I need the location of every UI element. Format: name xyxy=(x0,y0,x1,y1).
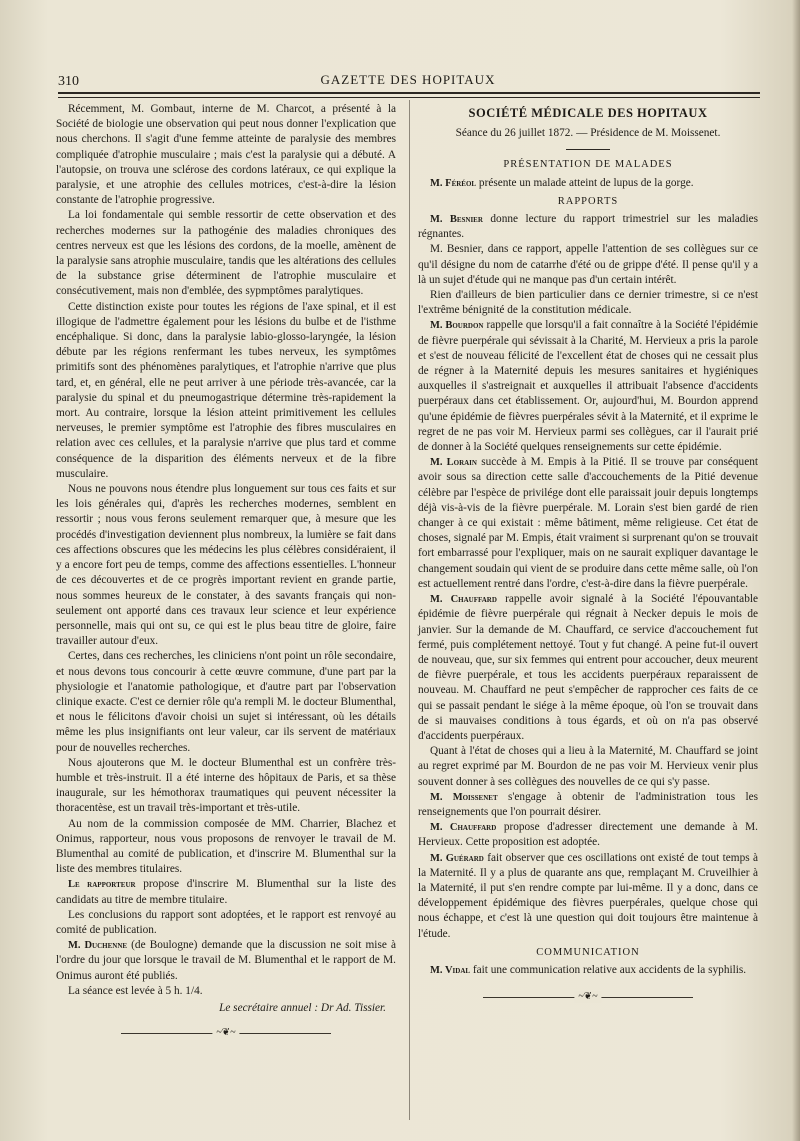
secretary-signature: Le secrétaire annuel : Dr Ad. Tissier. xyxy=(219,1001,386,1014)
page-edge-shadow xyxy=(792,0,800,1141)
moissenet-paragraph xyxy=(418,790,758,820)
speaker-name: Le rapporteur xyxy=(68,879,136,891)
paragraph-text: rappelle que lorsqu'il a fait connaître à la Société l'épidémie de fièvre puerpérale qui sévissait à la Charité, M. Hervieux a pris la parole et s'est de nouveau félicité de l'excellent état de choses qui ne cessait plus de régner à la Maternité depuis les mesures sanitaires et hygiéniques auxquelles il s'astreignait et auxquelles il attribuait l'absence d'accidents puerpéraux dans cet établissement. Or, aujourd'hui, M. Bourdon apprend qu'une épidémie de fièvres puerpérales sévit à la Maternité, et il exprime le regret de ne pas voir M. Hervieux parmi ses collègues, car il l'aurait prié de donner à la Société quelques renseignements sur cette épidémie. xyxy=(418,319,759,454)
lorain-paragraph xyxy=(418,455,758,592)
besnier-paragraph xyxy=(418,212,758,242)
paragraph-text: fait observer que ces oscillations ont existé de tout temps à la Maternité. Il y a plus de quarante ans que, remplaçant M. Cruveilhier à la Maternité, il put s'en rendre compte par lui-même. Il y a donc, dans ce développement épidémique des fièvres puerpérales, quelque chose qui nous échappe, et c'est là une question qui doit toujours être maintenue à l'étude. xyxy=(418,851,759,940)
paragraph-text: donne lecture du rapport trimestriel sur les maladies régnantes. xyxy=(418,213,758,241)
paragraph-text: (de Boulogne) demande que la discussion ne soit mise à l'ordre du jour que lorsque le travail de M. Blumenthal et le rapport de M. Onimus auront été publiés. xyxy=(56,939,396,982)
vidal-paragraph xyxy=(418,963,758,978)
header-rule xyxy=(58,92,760,98)
section-heading-presentation: PRÉSENTATION DE MALADES xyxy=(503,159,673,171)
journal-title: GAZETTE DES HOPITAUX xyxy=(320,72,496,87)
paragraph-text: rappelle avoir signalé à la Société l'épouvantable épidémie de fièvre puerpérale qui régnait à Necker depuis le mois de janvier. Sur la demande de M. Chauffard, ce service d'accouchement fut fermé, puis complétement nettoyé. Tout y fut changé. A peine fut-il ouvert de nouveau, que, sur six femmes qui entrent pour accoucher, deux meurent de fièvre puerpérale, et tous les accidents puerpéraux reparaissent de nouveau. M. Chauffard ne peut s'empêcher de rapprocher ces faits de ce qui se passait pendant le siége à la même époque, où l'on se trouvait dans de si mauvaises conditions à tous égards, et où on n'a pas observé d'accidents puerpéraux. xyxy=(418,593,758,742)
guerard-paragraph xyxy=(418,851,758,942)
page-header xyxy=(58,70,758,94)
page-number: 310 xyxy=(58,74,79,89)
section-heading-communication: COMMUNICATION xyxy=(536,946,640,958)
paragraph: Quant à l'état de choses qui a lieu à la Maternité, M. Chauffard se joint au regret exprimé par M. Bourdon de ne pas voir M. Hervieux venir plus souvent donner à ses collègues des nouvelles de ce qui s'y passe. xyxy=(418,745,758,788)
column-divider xyxy=(409,100,410,1120)
paragraph: Cette distinction existe pour toutes les régions de l'axe spinal, et il est illogique de l'admettre également pour les lésions du bulbe et de l'isthme encéphalique. Si donc, dans la paralysie labio-glosso-laryngée, la lésion débute par les régions renfermant les tubes nerveux, les symptômes primitifs sont des phénomènes paralytiques, et l'atrophie n'arrive que plus tard, et, en général, elle ne peut arriver à une période très-avancée, car la paralysie du spinal et du pneumogastrique détermine très-rapidement la mort. Au contraire, lorsque la lésion atteint primitivement les cellules nerveuses, le premier symptôme est l'atrophie des fibres musculaires en relation avec ces cellules, et la paralysie n'arrive que plus tard et comme conséquence de la disparition des éléments nerveux et de la fibre musculaire. xyxy=(56,300,396,480)
right-column xyxy=(418,102,758,1002)
paragraph: M. Besnier, dans ce rapport, appelle l'attention de ses collègues sur ce qu'il désigne du nom de catarrhe d'été ou de grippe d'été. Il pense qu'il y a là un sujet d'étude qui ne manque pas d'un certain intérêt. xyxy=(418,243,758,286)
bourdon-paragraph xyxy=(418,318,758,455)
paragraph-text: fait une communication relative aux accidents de la syphilis. xyxy=(470,963,747,976)
title-rule xyxy=(566,149,610,150)
paragraph: Les conclusions du rapport sont adoptées, et le rapport est renvoyé au comité de publication. xyxy=(56,908,396,936)
speaker-name: M. Duchenne xyxy=(68,940,128,952)
speaker-name: M. Guérard xyxy=(430,852,484,864)
duchenne-paragraph xyxy=(56,938,396,984)
speaker-name: M. Chauffard xyxy=(430,822,497,834)
society-title: SOCIÉTÉ MÉDICALE DES HOPITAUX xyxy=(468,106,708,120)
left-column xyxy=(56,102,396,1038)
paragraph: Nous ajouterons que M. le docteur Blumenthal est un confrère très-humble et très-instruit. Il a été interne des hôpitaux de Paris, et sa thèse inaugurale, sur les hémothorax traumatiques qui peuvent nécessiter la thoracentèse, est un travail très-important et très-utile. xyxy=(56,756,396,815)
speaker-name: M. Féréol xyxy=(430,177,477,189)
paragraph: Nous ne pouvons nous étendre plus longuement sur tous ces faits et sur les lois générales qui, d'après les recherches modernes, semblent en ressortir ; nous vous ferons seulement remarquer que, à mesure que les procédés d'investigation deviennent plus nombreux, la lumière se fait dans ces affections obscures que les médecins les plus célèbres considéraient, il y a encore fort peu de temps, comme des affections essentielles. L'honneur de ces découvertes et de ce progrès important revient en grande partie, nous sommes heureux de le constater, à des savants français qui non-seulement ont apporté dans ces travaux leur science et leur expérience personnelle, mais qui ont su, ce qui est le plus beau titre de gloire, faire travailler autour d'eux. xyxy=(56,483,396,648)
fereol-paragraph xyxy=(418,176,758,191)
session-line: Séance du 26 juillet 1872. — Présidence de M. Moissenet. xyxy=(455,127,721,140)
fleuron-icon: ~❦~ xyxy=(212,1027,239,1039)
ornament-divider xyxy=(121,1028,331,1038)
paragraph: Au nom de la commission composée de MM. Charrier, Blachez et Onimus, rapporteur, nous vous proposons de renvoyer le travail de M. Blumenthal au comité de publication, et d'inscrire M. Blumenthal sur la liste des membres titulaires. xyxy=(56,817,396,876)
paragraph-text: présente un malade atteint de lupus de la gorge. xyxy=(476,176,694,189)
paragraph: Récemment, M. Gombaut, interne de M. Charcot, a présenté à la Société de biologie une observation qui peut nous donner l'explication que nous cherchons. Il s'agit d'une femme atteinte de paralysie des membres compliquée d'atrophie musculaire ; mais c'est la paralysie qui a débuté. A l'autopsie, on trouva une sclérose des cordons latéraux, ce qui explique la paralysie, et une atrophie des cellules motrices, c'est-à-dire la lésion constante de l'atrophie progressive. xyxy=(56,103,396,207)
speaker-name: M. Vidal xyxy=(430,964,471,976)
speaker-name: M. Besnier xyxy=(430,214,483,226)
chauffard-proposal-paragraph xyxy=(418,820,758,850)
speaker-name: M. Moissenet xyxy=(430,791,498,803)
speaker-name: M. Bourdon xyxy=(430,320,484,332)
paragraph: La loi fondamentale qui semble ressortir de cette observation et des recherches modernes sur la pathogénie des maladies chroniques des centres nerveux est que les lésions des cordons, de la moelle, amènent de la paralysie sans atrophie musculaire, tandis que les altérations des cellules de la substance grise déterminent de l'atrophie musculaire et consécutivement, mais non d'emblée, des sypmptômes paralytiques. xyxy=(56,209,396,298)
paragraph-text: s'engage à obtenir de l'administration tous les renseignements que l'on pourrait désirer. xyxy=(418,790,758,818)
ornament-divider xyxy=(483,992,693,1002)
paragraph-text: succède à M. Empis à la Pitié. Il se trouve par conséquent avoir sous sa direction cette salle d'accouchements de la Pitié devenue célèbre par l'espèce de privilége dont elle paraissait jouir depuis longtemps déjà vis-à-vis de la fièvre puerpérale. M. Lorain s'est bien gardé de rien changer à ce qui existait : même bâtiment, même religieuse. Cet état de choses, signalé par M. Empis, était vraiment si surprenant qu'on se trouvait fort embarrassé pour l'expliquer, mais on ne saurait expliquer davantage le changement soudain qui vient de se produire dans cette même salle, où l'on est actuellement rentré dans l'ordre, c'est-à-dire dans la fièvre puerpérale. xyxy=(418,456,759,590)
fleuron-icon: ~❦~ xyxy=(574,991,601,1003)
paragraph-text: propose d'adresser directement une demande à M. Hervieux. Cette proposition est adoptée. xyxy=(418,821,758,849)
speaker-name: M. Lorain xyxy=(430,457,477,469)
closing-line: La séance est levée à 5 h. 1/4. xyxy=(68,984,203,997)
chauffard-paragraph xyxy=(418,592,758,744)
section-heading-rapports: RAPPORTS xyxy=(557,195,619,207)
speaker-name: M. Chauffard xyxy=(430,594,497,606)
paragraph: Rien d'ailleurs de bien particulier dans ce dernier trimestre, si ce n'est l'extrême bénignité de la constitution médicale. xyxy=(418,289,758,317)
paragraph: Certes, dans ces recherches, les cliniciens n'ont point un rôle secondaire, et nous devons tous concourir à cette œuvre commune, d'une part par la physiologie et l'anatomie pathologique, et d'autre part par l'observation clinique exacte. C'est ce dernier rôle qu'a rempli M. le docteur Blumenthal, et nous le félicitons d'avoir choisi un sujet si intéressant, où les détails même les plus insignifiants ont leur valeur, car ils servent de matériaux pour de nouvelles recherches. xyxy=(56,650,396,754)
paragraph-text: propose d'inscrire M. Blumenthal sur la liste des candidats au titre de membre titulaire. xyxy=(56,878,397,906)
rapporteur-paragraph xyxy=(56,877,396,907)
